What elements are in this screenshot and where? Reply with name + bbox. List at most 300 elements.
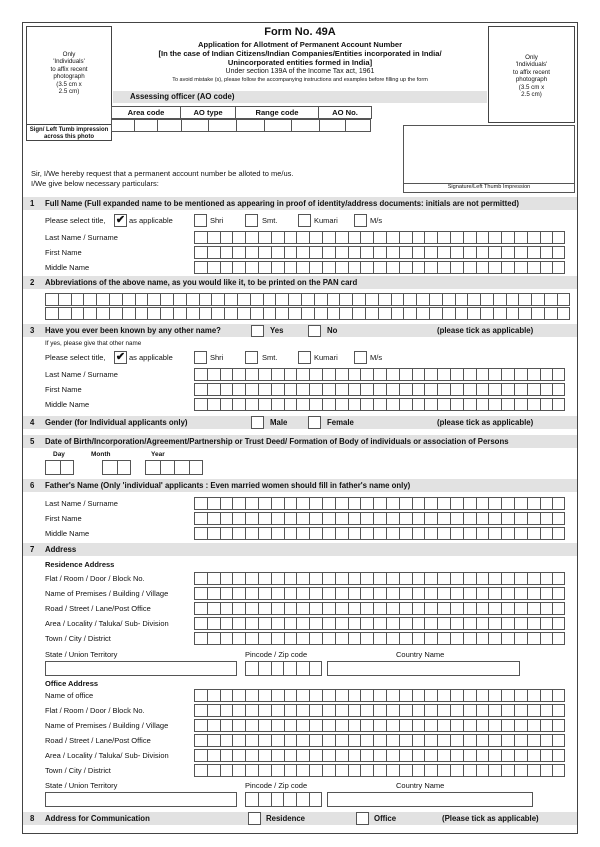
char-box[interactable] <box>463 587 476 600</box>
s1-last-grid[interactable] <box>194 231 565 244</box>
title-checkbox-shri[interactable] <box>194 214 207 227</box>
char-box[interactable] <box>463 617 476 630</box>
char-box[interactable] <box>96 293 109 306</box>
char-box[interactable] <box>288 307 301 320</box>
char-box[interactable] <box>365 307 378 320</box>
char-box[interactable] <box>348 764 361 777</box>
char-box[interactable] <box>424 617 437 630</box>
char-box[interactable] <box>501 261 514 274</box>
char-box[interactable] <box>322 572 335 585</box>
char-box[interactable] <box>284 246 297 259</box>
char-box[interactable] <box>450 231 463 244</box>
char-box[interactable] <box>322 602 335 615</box>
char-box[interactable] <box>245 632 258 645</box>
char-box[interactable] <box>45 460 60 475</box>
char-box[interactable] <box>194 704 207 717</box>
char-box[interactable] <box>488 497 501 510</box>
char-box[interactable] <box>476 246 489 259</box>
char-box[interactable] <box>450 749 463 762</box>
char-box[interactable] <box>544 307 557 320</box>
char-box[interactable] <box>403 293 416 306</box>
char-box[interactable] <box>296 689 309 702</box>
title-checkbox-ms[interactable] <box>354 214 367 227</box>
char-box[interactable] <box>463 383 476 396</box>
char-box[interactable] <box>335 764 348 777</box>
char-box[interactable] <box>194 689 207 702</box>
char-box[interactable] <box>284 617 297 630</box>
char-box[interactable] <box>514 704 527 717</box>
char-box[interactable] <box>296 734 309 747</box>
char-box[interactable] <box>352 293 365 306</box>
char-box[interactable] <box>373 704 386 717</box>
char-box[interactable] <box>207 512 220 525</box>
char-box[interactable] <box>488 689 501 702</box>
char-box[interactable] <box>544 293 557 306</box>
char-box[interactable] <box>514 246 527 259</box>
char-box[interactable] <box>160 293 173 306</box>
char-box[interactable] <box>258 617 271 630</box>
char-box[interactable] <box>296 497 309 510</box>
char-box[interactable] <box>476 764 489 777</box>
char-box[interactable] <box>207 689 220 702</box>
char-box[interactable] <box>373 398 386 411</box>
char-box[interactable] <box>220 749 233 762</box>
char-box[interactable] <box>386 572 399 585</box>
char-box[interactable] <box>258 719 271 732</box>
char-box[interactable] <box>245 689 258 702</box>
s3-yes-checkbox[interactable] <box>251 325 264 337</box>
char-box[interactable] <box>232 734 245 747</box>
char-box[interactable] <box>412 527 425 540</box>
char-box[interactable] <box>309 632 322 645</box>
char-box[interactable] <box>501 617 514 630</box>
char-box[interactable] <box>437 246 450 259</box>
char-box[interactable] <box>373 572 386 585</box>
char-box[interactable] <box>232 749 245 762</box>
char-box[interactable] <box>476 734 489 747</box>
char-box[interactable] <box>514 527 527 540</box>
char-box[interactable] <box>488 527 501 540</box>
off-town-grid[interactable] <box>194 764 565 777</box>
char-box[interactable] <box>463 497 476 510</box>
char-box[interactable] <box>271 587 284 600</box>
char-box[interactable] <box>424 398 437 411</box>
s3-first-grid[interactable] <box>194 383 565 396</box>
char-box[interactable] <box>424 689 437 702</box>
char-box[interactable] <box>258 527 271 540</box>
char-box[interactable] <box>429 307 442 320</box>
char-box[interactable] <box>531 307 544 320</box>
char-box[interactable] <box>424 512 437 525</box>
char-box[interactable] <box>309 572 322 585</box>
char-box[interactable] <box>348 512 361 525</box>
char-box[interactable] <box>373 246 386 259</box>
char-box[interactable] <box>463 704 476 717</box>
char-box[interactable] <box>437 231 450 244</box>
char-box[interactable] <box>309 661 322 676</box>
char-box[interactable] <box>424 632 437 645</box>
char-box[interactable] <box>339 293 352 306</box>
char-box[interactable] <box>284 764 297 777</box>
char-box[interactable] <box>552 632 565 645</box>
char-box[interactable] <box>386 368 399 381</box>
char-box[interactable] <box>194 512 207 525</box>
char-box[interactable] <box>322 734 335 747</box>
char-box[interactable] <box>207 734 220 747</box>
char-box[interactable] <box>160 307 173 320</box>
char-box[interactable] <box>322 261 335 274</box>
char-box[interactable] <box>373 383 386 396</box>
char-box[interactable] <box>386 246 399 259</box>
char-box[interactable] <box>360 734 373 747</box>
char-box[interactable] <box>463 527 476 540</box>
ao-cell[interactable] <box>134 119 157 132</box>
char-box[interactable] <box>194 368 207 381</box>
char-box[interactable] <box>450 734 463 747</box>
char-box[interactable] <box>488 398 501 411</box>
char-box[interactable] <box>348 368 361 381</box>
char-box[interactable] <box>245 261 258 274</box>
char-box[interactable] <box>322 587 335 600</box>
char-box[interactable] <box>386 261 399 274</box>
s1-first-grid[interactable] <box>194 246 565 259</box>
char-box[interactable] <box>540 587 553 600</box>
char-box[interactable] <box>173 293 186 306</box>
char-box[interactable] <box>194 764 207 777</box>
char-box[interactable] <box>373 719 386 732</box>
char-box[interactable] <box>412 246 425 259</box>
char-box[interactable] <box>335 368 348 381</box>
char-box[interactable] <box>335 231 348 244</box>
char-box[interactable] <box>373 231 386 244</box>
char-box[interactable] <box>360 632 373 645</box>
char-box[interactable] <box>527 689 540 702</box>
char-box[interactable] <box>245 719 258 732</box>
char-box[interactable] <box>258 661 271 676</box>
char-box[interactable] <box>360 527 373 540</box>
char-box[interactable] <box>476 572 489 585</box>
char-box[interactable] <box>467 293 480 306</box>
char-box[interactable] <box>373 632 386 645</box>
char-box[interactable] <box>488 231 501 244</box>
ao-cell[interactable] <box>291 119 319 132</box>
char-box[interactable] <box>194 261 207 274</box>
char-box[interactable] <box>309 764 322 777</box>
char-box[interactable] <box>488 704 501 717</box>
char-box[interactable] <box>327 293 340 306</box>
char-box[interactable] <box>220 734 233 747</box>
char-box[interactable] <box>220 719 233 732</box>
char-box[interactable] <box>245 617 258 630</box>
char-box[interactable] <box>232 602 245 615</box>
char-box[interactable] <box>424 764 437 777</box>
char-box[interactable] <box>245 764 258 777</box>
char-box[interactable] <box>271 261 284 274</box>
char-box[interactable] <box>450 398 463 411</box>
char-box[interactable] <box>335 587 348 600</box>
char-box[interactable] <box>501 368 514 381</box>
char-box[interactable] <box>514 602 527 615</box>
char-box[interactable] <box>258 261 271 274</box>
char-box[interactable] <box>232 246 245 259</box>
char-box[interactable] <box>527 617 540 630</box>
char-box[interactable] <box>271 661 284 676</box>
char-box[interactable] <box>373 587 386 600</box>
char-box[interactable] <box>309 617 322 630</box>
char-box[interactable] <box>271 617 284 630</box>
char-box[interactable] <box>309 719 322 732</box>
char-box[interactable] <box>527 749 540 762</box>
char-box[interactable] <box>284 512 297 525</box>
char-box[interactable] <box>335 689 348 702</box>
char-box[interactable] <box>437 512 450 525</box>
char-box[interactable] <box>437 261 450 274</box>
char-box[interactable] <box>207 368 220 381</box>
char-box[interactable] <box>284 704 297 717</box>
char-box[interactable] <box>540 398 553 411</box>
char-box[interactable] <box>186 293 199 306</box>
char-box[interactable] <box>514 572 527 585</box>
char-box[interactable] <box>399 246 412 259</box>
char-box[interactable] <box>488 719 501 732</box>
char-box[interactable] <box>386 689 399 702</box>
char-box[interactable] <box>271 368 284 381</box>
char-box[interactable] <box>424 602 437 615</box>
char-box[interactable] <box>360 704 373 717</box>
char-box[interactable] <box>296 719 309 732</box>
char-box[interactable] <box>442 307 455 320</box>
char-box[interactable] <box>437 497 450 510</box>
char-box[interactable] <box>437 734 450 747</box>
char-box[interactable] <box>467 307 480 320</box>
title-checkbox-smt[interactable] <box>245 214 258 227</box>
char-box[interactable] <box>309 527 322 540</box>
char-box[interactable] <box>424 734 437 747</box>
char-box[interactable] <box>224 307 237 320</box>
char-box[interactable] <box>476 368 489 381</box>
char-box[interactable] <box>220 368 233 381</box>
char-box[interactable] <box>296 587 309 600</box>
char-box[interactable] <box>450 704 463 717</box>
char-box[interactable] <box>552 704 565 717</box>
res-country-field[interactable] <box>327 661 520 676</box>
char-box[interactable] <box>335 497 348 510</box>
char-box[interactable] <box>450 587 463 600</box>
char-box[interactable] <box>552 368 565 381</box>
ao-cell[interactable] <box>208 119 236 132</box>
res-town-grid[interactable] <box>194 632 565 645</box>
char-box[interactable] <box>145 460 160 475</box>
char-box[interactable] <box>442 293 455 306</box>
char-box[interactable] <box>258 602 271 615</box>
char-box[interactable] <box>232 398 245 411</box>
char-box[interactable] <box>224 293 237 306</box>
char-box[interactable] <box>58 307 71 320</box>
char-box[interactable] <box>284 368 297 381</box>
char-box[interactable] <box>348 497 361 510</box>
char-box[interactable] <box>296 368 309 381</box>
char-box[interactable] <box>147 307 160 320</box>
char-box[interactable] <box>514 764 527 777</box>
char-box[interactable] <box>412 602 425 615</box>
char-box[interactable] <box>424 246 437 259</box>
char-box[interactable] <box>335 704 348 717</box>
char-box[interactable] <box>488 749 501 762</box>
char-box[interactable] <box>271 497 284 510</box>
char-box[interactable] <box>207 231 220 244</box>
char-box[interactable] <box>232 231 245 244</box>
char-box[interactable] <box>514 261 527 274</box>
char-box[interactable] <box>437 764 450 777</box>
char-box[interactable] <box>348 398 361 411</box>
char-box[interactable] <box>437 632 450 645</box>
char-box[interactable] <box>476 383 489 396</box>
char-box[interactable] <box>284 749 297 762</box>
char-box[interactable] <box>284 572 297 585</box>
char-box[interactable] <box>437 527 450 540</box>
char-box[interactable] <box>207 632 220 645</box>
char-box[interactable] <box>220 632 233 645</box>
char-box[interactable] <box>339 307 352 320</box>
char-box[interactable] <box>527 587 540 600</box>
char-box[interactable] <box>194 587 207 600</box>
char-box[interactable] <box>424 704 437 717</box>
char-box[interactable] <box>284 587 297 600</box>
char-box[interactable] <box>335 398 348 411</box>
char-box[interactable] <box>245 368 258 381</box>
char-box[interactable] <box>232 764 245 777</box>
char-box[interactable] <box>58 293 71 306</box>
char-box[interactable] <box>429 293 442 306</box>
off-pincode-grid[interactable] <box>245 792 322 807</box>
char-box[interactable] <box>220 231 233 244</box>
char-box[interactable] <box>360 246 373 259</box>
char-box[interactable] <box>416 293 429 306</box>
char-box[interactable] <box>399 602 412 615</box>
ao-cell[interactable] <box>236 119 264 132</box>
char-box[interactable] <box>386 734 399 747</box>
char-box[interactable] <box>348 704 361 717</box>
char-box[interactable] <box>348 572 361 585</box>
char-box[interactable] <box>360 749 373 762</box>
char-box[interactable] <box>501 231 514 244</box>
char-box[interactable] <box>296 617 309 630</box>
char-box[interactable] <box>386 617 399 630</box>
char-box[interactable] <box>540 734 553 747</box>
char-box[interactable] <box>207 764 220 777</box>
char-box[interactable] <box>284 231 297 244</box>
char-box[interactable] <box>232 527 245 540</box>
char-box[interactable] <box>245 497 258 510</box>
char-box[interactable] <box>399 368 412 381</box>
char-box[interactable] <box>514 497 527 510</box>
char-box[interactable] <box>296 572 309 585</box>
char-box[interactable] <box>476 704 489 717</box>
char-box[interactable] <box>488 261 501 274</box>
char-box[interactable] <box>476 632 489 645</box>
char-box[interactable] <box>437 383 450 396</box>
char-box[interactable] <box>552 512 565 525</box>
s3-title-checkbox-ms[interactable] <box>354 351 367 364</box>
char-box[interactable] <box>399 749 412 762</box>
char-box[interactable] <box>424 587 437 600</box>
char-box[interactable] <box>335 734 348 747</box>
char-box[interactable] <box>258 734 271 747</box>
char-box[interactable] <box>258 246 271 259</box>
char-box[interactable] <box>514 749 527 762</box>
char-box[interactable] <box>258 792 271 807</box>
char-box[interactable] <box>232 383 245 396</box>
char-box[interactable] <box>488 572 501 585</box>
char-box[interactable] <box>45 293 58 306</box>
res-flat-grid[interactable] <box>194 572 565 585</box>
char-box[interactable] <box>245 704 258 717</box>
char-box[interactable] <box>220 689 233 702</box>
char-box[interactable] <box>552 587 565 600</box>
char-box[interactable] <box>186 307 199 320</box>
char-box[interactable] <box>220 246 233 259</box>
char-box[interactable] <box>399 587 412 600</box>
s1-middle-grid[interactable] <box>194 261 565 274</box>
char-box[interactable] <box>360 231 373 244</box>
char-box[interactable] <box>360 719 373 732</box>
char-box[interactable] <box>147 293 160 306</box>
char-box[interactable] <box>501 527 514 540</box>
char-box[interactable] <box>476 617 489 630</box>
char-box[interactable] <box>122 307 135 320</box>
char-box[interactable] <box>232 704 245 717</box>
res-road-grid[interactable] <box>194 602 565 615</box>
char-box[interactable] <box>437 572 450 585</box>
char-box[interactable] <box>412 764 425 777</box>
char-box[interactable] <box>220 261 233 274</box>
char-box[interactable] <box>476 512 489 525</box>
res-premises-grid[interactable] <box>194 587 565 600</box>
char-box[interactable] <box>399 527 412 540</box>
s3-title-checkbox-kumari[interactable] <box>298 351 311 364</box>
char-box[interactable] <box>412 383 425 396</box>
char-box[interactable] <box>296 704 309 717</box>
char-box[interactable] <box>284 398 297 411</box>
char-box[interactable] <box>552 497 565 510</box>
char-box[interactable] <box>207 602 220 615</box>
char-box[interactable] <box>296 749 309 762</box>
char-box[interactable] <box>232 512 245 525</box>
char-box[interactable] <box>207 719 220 732</box>
char-box[interactable] <box>271 383 284 396</box>
char-box[interactable] <box>348 689 361 702</box>
char-box[interactable] <box>412 704 425 717</box>
char-box[interactable] <box>450 497 463 510</box>
ao-cell[interactable] <box>157 119 181 132</box>
char-box[interactable] <box>258 398 271 411</box>
char-box[interactable] <box>322 632 335 645</box>
char-box[interactable] <box>399 704 412 717</box>
char-box[interactable] <box>540 383 553 396</box>
char-box[interactable] <box>245 734 258 747</box>
char-box[interactable] <box>552 749 565 762</box>
char-box[interactable] <box>386 527 399 540</box>
ao-cell[interactable] <box>345 119 371 132</box>
char-box[interactable] <box>322 497 335 510</box>
s2-abbrev-grid-2[interactable] <box>45 307 570 320</box>
char-box[interactable] <box>386 632 399 645</box>
char-box[interactable] <box>386 764 399 777</box>
char-box[interactable] <box>60 460 75 475</box>
char-box[interactable] <box>463 572 476 585</box>
char-box[interactable] <box>160 460 175 475</box>
char-box[interactable] <box>258 704 271 717</box>
